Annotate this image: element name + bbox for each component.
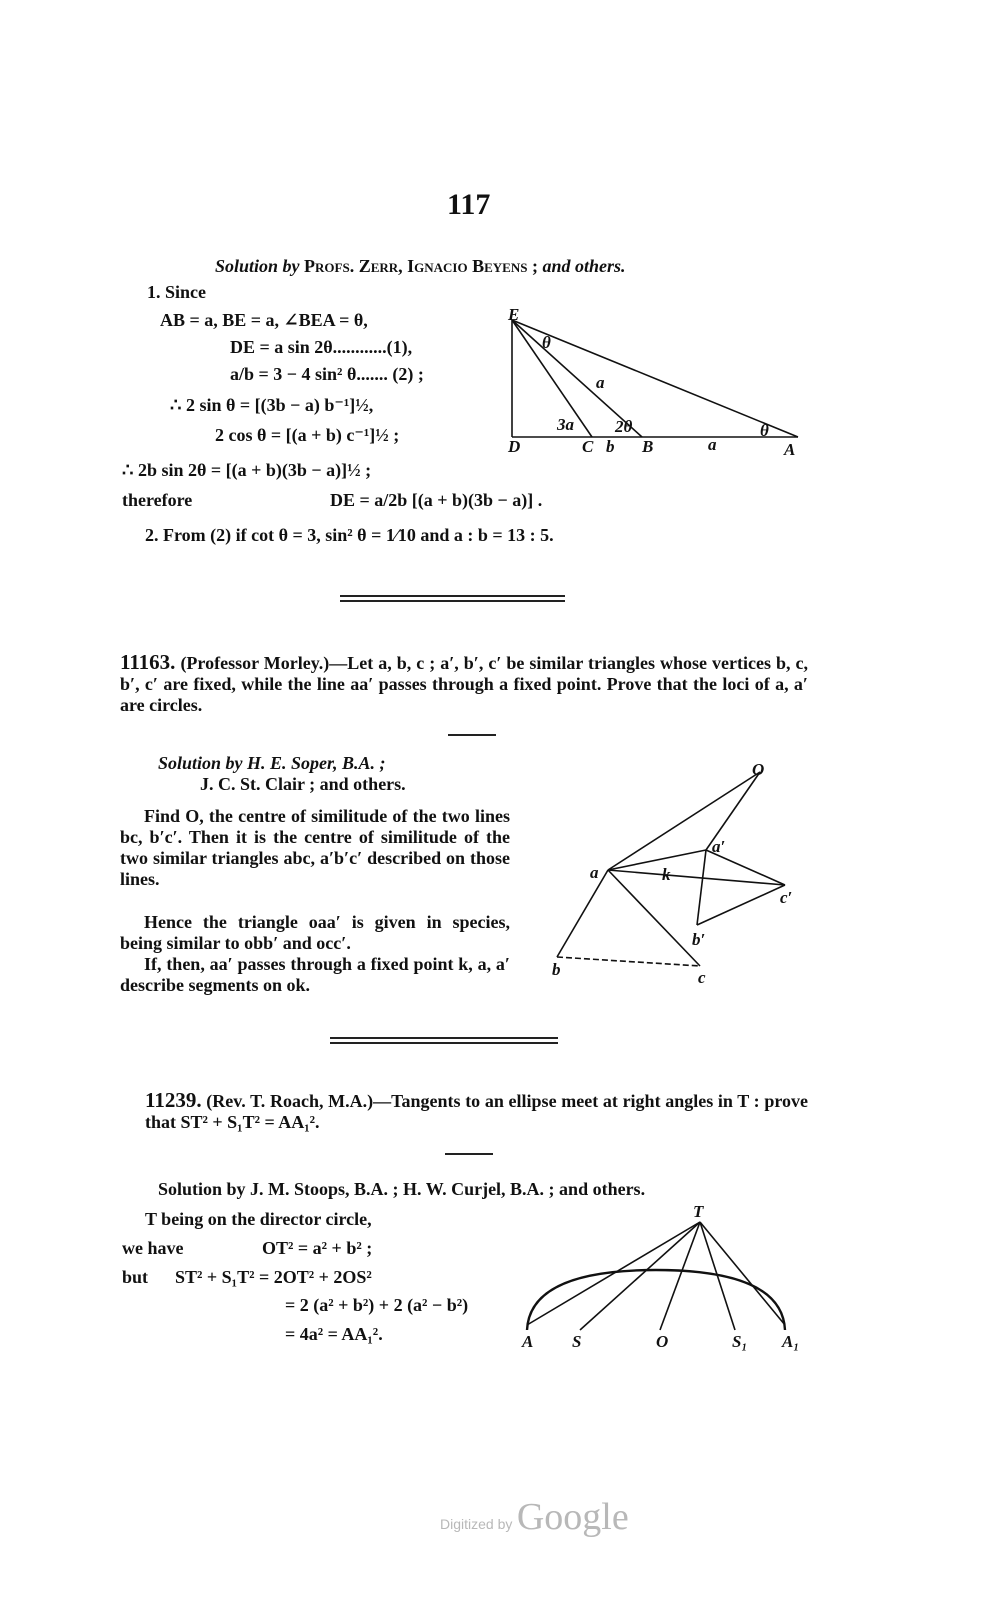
label-3a: 3a (557, 415, 574, 434)
ellipse-figure (527, 1222, 785, 1330)
heading-names: Profs. Zerr, Ignacio Beyens ; (304, 256, 538, 276)
label-2theta: 2θ (615, 417, 633, 436)
triangle-figure (512, 320, 798, 437)
label-c: c (698, 968, 706, 987)
section-divider (330, 1037, 558, 1044)
eq-line: therefore (122, 490, 193, 510)
label-S1: S₁ (732, 1332, 748, 1351)
label-O: O (752, 760, 765, 779)
solution-heading: Solution by J. M. Stoops, B.A. ; H. W. Curjel, B.A. ; and others. (158, 1179, 646, 1199)
eq-line: T being on the director circle, (145, 1209, 372, 1229)
label-c-prime: c′ (780, 888, 793, 907)
question-number: 11239. (145, 1088, 202, 1112)
eq-line: DE = a sin 2θ............(1), (230, 337, 413, 357)
eq-line: 1. Since (147, 282, 207, 302)
question-text: (Professor Morley.)—Let a, b, c ; a′, b′, c′ be similar triangles whose vertices b, c, b′, c′ are fixed, while the line aa′ passes through a fixed point. Prove that the loci of a, a′ are circles. (120, 653, 808, 715)
google-logo: Google (516, 1496, 629, 1538)
question-number: 11163. (120, 650, 176, 674)
solution-paragraph: Hence the triangle oaa′ is given in species, being similar to obb′ and occ′. (120, 912, 510, 953)
label-b: b (606, 437, 615, 456)
question-11163 (120, 652, 808, 716)
short-rule (448, 734, 496, 736)
label-S: S (572, 1332, 582, 1351)
label-k: k (662, 865, 671, 884)
eq-line: ∴ 2b sin 2θ = [(a + b)(3b − a)]½ ; (122, 460, 372, 480)
section-divider (340, 595, 565, 602)
question-text: (Rev. T. Roach, M.A.)—Tangents to an ellipse meet at right angles in T : prove that ST² + S₁T² = AA₁². (145, 1091, 809, 1132)
eq-line: 2 cos θ = [(a + b) c⁻¹]½ ; (215, 425, 400, 445)
solution-heading-2: J. C. St. Clair ; and others. (200, 774, 406, 794)
label-T: T (693, 1202, 704, 1221)
label-D: D (508, 437, 521, 456)
label-a: a (596, 373, 605, 392)
page-number: 117 (447, 188, 491, 221)
eq-line: a/b = 3 − 4 sin² θ....... (2) ; (230, 364, 424, 384)
label-A: A (784, 440, 796, 459)
label-A: A (522, 1332, 534, 1351)
solution-paragraph: If, then, aa′ passes through a fixed point k, a, a′ describe segments on ok. (120, 954, 510, 995)
eq-line: = 4a² = AA₁². (285, 1324, 383, 1344)
watermark (440, 1495, 629, 1539)
label-a-prime: a′ (712, 837, 726, 856)
label-a-base: a (708, 435, 717, 454)
label-C: C (582, 437, 594, 456)
label-b: b (552, 960, 561, 979)
label-B: B (642, 437, 654, 456)
eq-line: AB = a, BE = a, ∠BEA = θ, (160, 310, 368, 330)
label-E: E (508, 305, 520, 324)
eq-line: OT² = a² + b² ; (262, 1238, 373, 1258)
short-rule (445, 1153, 493, 1155)
label-theta-2: θ (760, 421, 769, 440)
label-theta: θ (542, 333, 551, 352)
watermark-prefix: Digitized by (440, 1516, 513, 1532)
label-a: a (590, 863, 599, 882)
eq-line: ST² + S₁T² = 2OT² + 2OS² (175, 1267, 372, 1287)
label-O: O (656, 1332, 669, 1351)
eq-line: we have (122, 1238, 184, 1258)
label-A1: A₁ (782, 1332, 800, 1351)
eq-line: = 2 (a² + b²) + 2 (a² − b²) (285, 1295, 469, 1315)
heading-post: and others. (542, 256, 626, 276)
label-b-prime: b′ (692, 930, 706, 949)
solution-heading: Solution by H. E. Soper, B.A. ; (158, 753, 386, 773)
eq-line: ∴ 2 sin θ = [(3b − a) b⁻¹]½, (170, 395, 374, 415)
eq-line: but (122, 1267, 149, 1287)
eq-line: DE = a/2b [(a + b)(3b − a)] . (330, 490, 543, 510)
solution-paragraph: Find O, the centre of similitude of the two lines bc, b′c′. Then it is the centre of similitude of the two similar triangles abc, a′b′c′ described on those lines. (120, 806, 510, 889)
eq-line: 2. From (2) if cot θ = 3, sin² θ = 1⁄10 and a : b = 13 : 5. (145, 525, 554, 545)
question-11239 (145, 1090, 808, 1133)
heading-pre: Solution by (215, 256, 300, 276)
